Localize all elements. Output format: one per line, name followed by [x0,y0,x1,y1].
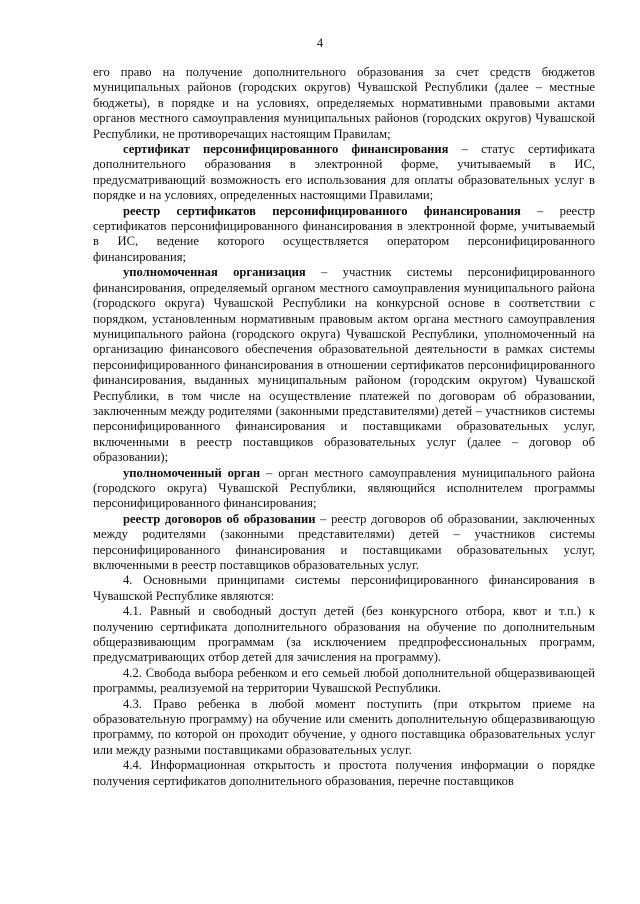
clause-text: 4.2. Свобода выбора ребенком и его семьей любой дополнительной общеразвивающей программы, реализуемой на территории Чувашской Республики. [93,665,595,696]
defined-term: реестр договоров об образовании [123,511,316,526]
defined-term: уполномоченный орган [123,465,261,480]
clause-paragraph [93,573,595,604]
definition-text: – реестр сертификатов персонифицированного финансирования в электронной форме, учитываемый в ИС, ведение которого осуществляется оператором персонифицированного финансирования; [93,203,595,264]
paragraph-text: его право на получение дополнительного образования за счет средств бюджетов муниципальных районов (городских округов) Чувашской Республики (далее – местные бюджеты), в порядке и на условиях, определяемых нормативными правовыми актами органов местного самоуправления муниципальных районов (городских округов) Чувашской Республики, не противоречащих настоящим Правилам; [93,65,595,141]
clause-text: 4. Основными принципами системы персонифицированного финансирования в Чувашской Республике являются: [93,573,595,603]
definition-paragraph [93,466,595,512]
page-number: 4 [316,36,324,50]
definition-paragraph [93,142,595,204]
clause-paragraph [93,604,595,666]
defined-term: сертификат персонифицированного финансирования [123,142,449,157]
defined-term: реестр сертификатов персонифицированного финансирования [123,203,521,218]
document-body [93,65,595,789]
defined-term: уполномоченная организация [123,265,306,280]
clause-text: 4.1. Равный и свободный доступ детей (без конкурсного отбора, квот и т.п.) к получению сертификата дополнительного образования на обучение по дополнительным общеразвивающим программам (за исключением предпрофессиональных программ, предусматривающих отбор детей для зачисления на программу). [93,604,595,665]
definition-paragraph [93,204,595,266]
definition-text: – участник системы персонифицированного финансирования, определяемый органом местного самоуправления муниципального района (городского округа) Чувашской Республики на конкурсной основе в соответствии с порядком, установленным нормативным правовым актом органа местного самоуправления муниципального района (городского округа) Чувашской Республики, уполномоченный на организацию финансового обеспечения образовательной деятельности в рамках системы персонифицированного финансирования в отношении сертификатов персонифицированного финансирования, выданных муниципальным районом (городским округом) Чувашской Республики, в том числе на осуществление платежей по договорам об образовании, заключенным между родителями (законными представителями) детей – участников системы персонифицированного финансирования и поставщиками образовательных услуг, включенными в реестр поставщиков образовательных услуг (далее – договор об образовании); [93,265,595,465]
clause-text: 4.4. Информационная открытость и простота получения информации о порядке получения сертификатов дополнительного образования, перечне поставщиков [93,758,595,788]
definition-paragraph [93,265,595,465]
clause-text: 4.3. Право ребенка в любой момент поступить (при открытом приеме на образовательную программу) на обучение или сменить дополнительную общеразвивающую программу, по которой он проходит обучение, у одного поставщика образовательных услуг или между разными поставщиками образовательных услуг. [93,696,595,757]
definition-text: – статус сертификата дополнительного образования в электронной форме, учитываемый в ИС, предусматривающий возможность его использования для оплаты образовательных услуг в порядке и на условиях, определенных настоящими Правилами; [93,142,595,203]
definition-text: – реестр договоров об образовании, заключенных между родителями (законными представителями) детей – участников системы персонифицированного финансирования и поставщиками образовательных услуг, включенными в реестр поставщиков образовательных услуг. [93,511,595,572]
clause-paragraph [93,758,595,789]
definition-text: – орган местного самоуправления муниципального района (городского округа) Чувашской Республики, являющийся исполнителем программы персонифицированного финансирования; [93,465,596,511]
paragraph [93,65,595,142]
definition-paragraph [93,512,595,574]
clause-paragraph [93,666,595,697]
clause-paragraph [93,697,595,759]
